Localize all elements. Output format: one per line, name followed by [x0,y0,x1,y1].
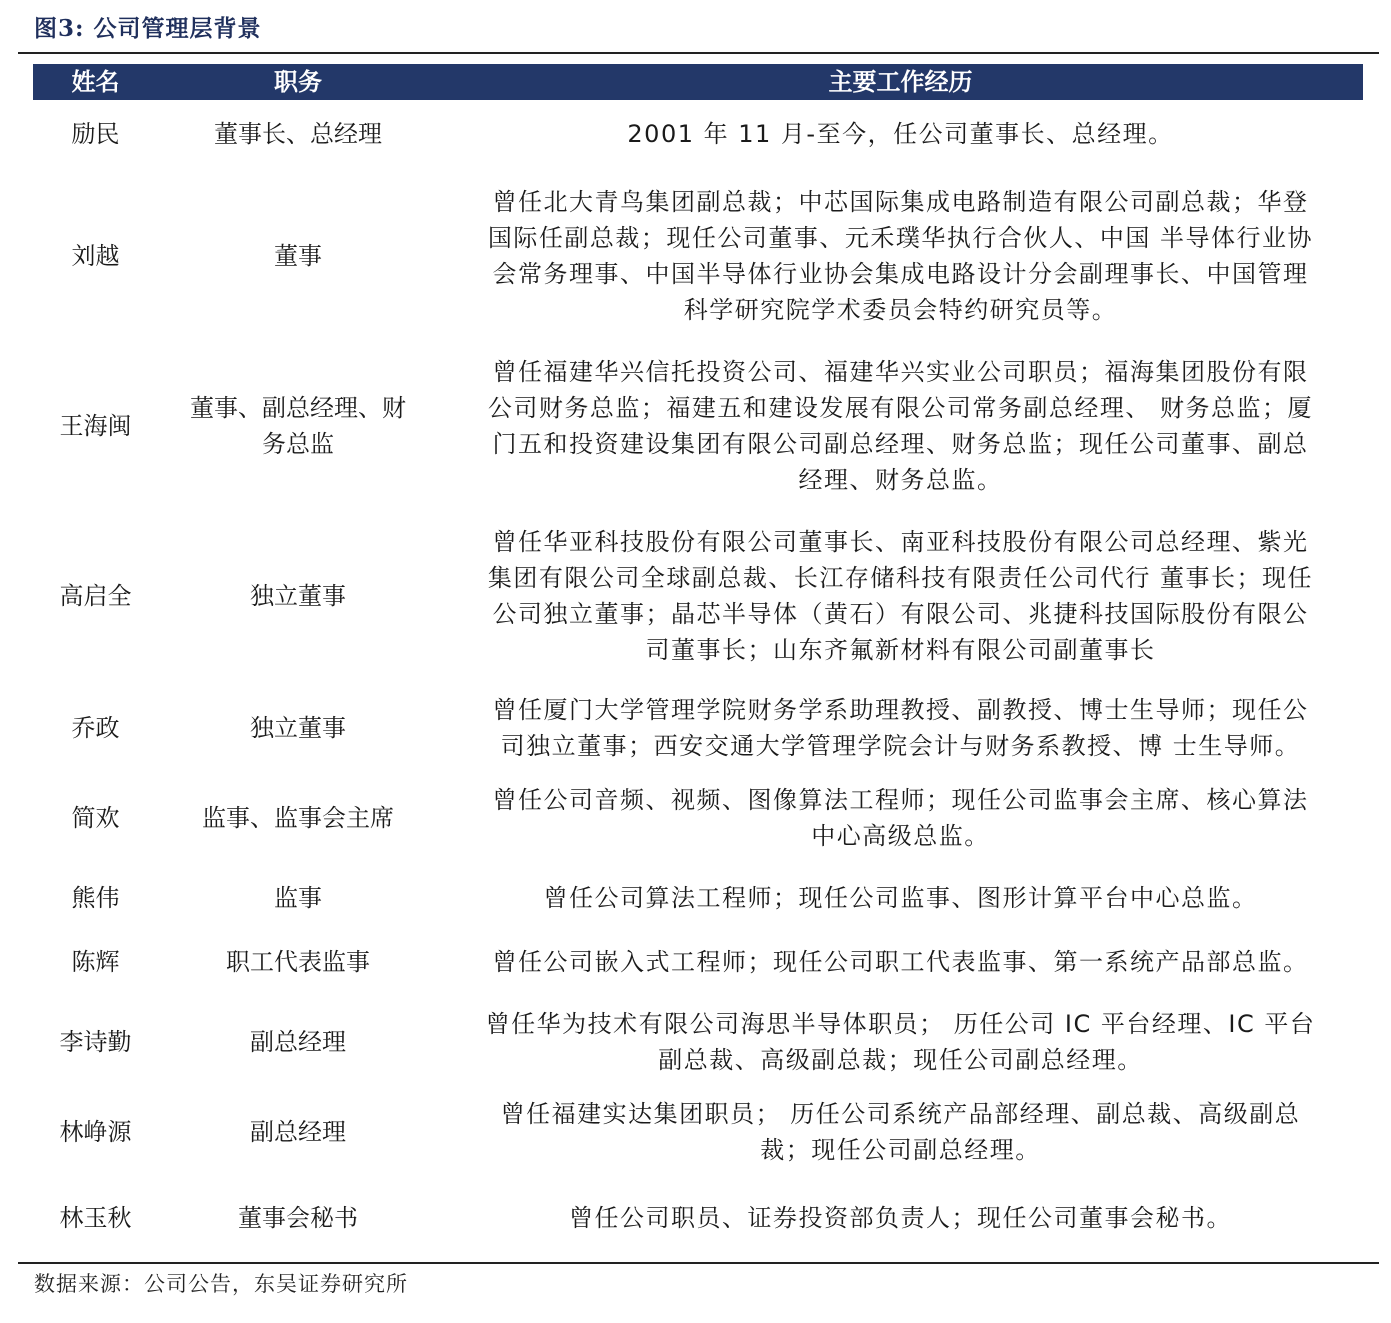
cell-experience [443,996,1358,1088]
cell-name: 林峥源 [59,1118,132,1146]
cell-role [158,930,438,994]
cell-name: 刘越 [71,242,120,270]
experience-line: 司独立董事；西安交通大学管理学院会计与财务系教授、博 士生导师。 [500,732,1301,760]
experience-line: 门五和投资建设集团有限公司副总经理、财务总监；现任公司董事、副总 [492,430,1309,458]
role-line: 董事长、总经理 [214,120,382,148]
cell-name: 乔政 [71,714,120,742]
table-header [33,64,1363,100]
cell-experience [443,102,1358,166]
cell-role [158,170,438,342]
experience-line: 公司独立董事；晶芯半导体（黄石）有限公司、兆捷科技国际股份有限公 [492,600,1309,628]
cell-name: 熊伟 [71,884,120,912]
experience-line: 曾任福建华兴信托投资公司、福建华兴实业公司职员；福海集团股份有限 [492,358,1309,386]
header-role: 职务 [274,67,322,96]
cell-experience [443,1088,1358,1176]
experience-line: 2001 年 11 月-至今，任公司董事长、总经理。 [627,120,1174,148]
experience-line: 曾任华为技术有限公司海思半导体职员； 历任公司 IC 平台经理、IC 平台 [485,1010,1316,1038]
role-line: 副总经理 [250,1118,346,1146]
cell-role [158,682,438,774]
cell-role [158,1182,438,1254]
experience-line: 会常务理事、中国半导体行业协会集成电路设计分会副理事长、中国管理 [492,260,1309,288]
role-line: 董事、副总经理、财 [190,394,406,422]
experience-line: 经理、财务总监。 [798,466,1003,494]
cell-name: 励民 [71,120,120,148]
cell-experience [443,342,1358,510]
table-row [33,102,1363,166]
table-row [33,1182,1363,1254]
cell-role [158,512,438,680]
experience-line: 曾任公司职员、证券投资部负责人；现任公司董事会秘书。 [569,1204,1232,1232]
experience-line: 曾任公司算法工程师；现任公司监事、图形计算平台中心总监。 [543,884,1258,912]
header-experience: 主要工作经历 [828,67,973,96]
experience-line: 曾任华亚科技股份有限公司董事长、南亚科技股份有限公司总经理、紫光 [492,528,1309,556]
source-note: 数据来源：公司公告，东吴证券研究所 [34,1272,408,1296]
role-line: 监事、监事会主席 [202,804,394,832]
role-line: 独立董事 [250,714,346,742]
cell-experience [443,1182,1358,1254]
role-line: 职工代表监事 [226,948,370,976]
role-line: 董事 [274,242,322,270]
experience-line: 曾任北大青鸟集团副总裁；中芯国际集成电路制造有限公司副总裁；华登 [492,188,1309,216]
experience-line: 副总裁、高级副总裁；现任公司副总经理。 [658,1046,1143,1074]
cell-name: 李诗勤 [59,1028,132,1056]
cell-role [158,864,438,932]
cell-experience [443,512,1358,680]
experience-line: 国际任副总裁；现任公司董事、元禾璞华执行合伙人、中国 半导体行业协 [487,224,1314,252]
cell-name: 高启全 [59,582,132,610]
experience-line: 中心高级总监。 [811,822,990,850]
role-line: 董事会秘书 [238,1204,358,1232]
cell-experience [443,682,1358,774]
table-row [33,930,1363,994]
cell-role [158,996,438,1088]
experience-line: 曾任厦门大学管理学院财务学系助理教授、副教授、博士生导师；现任公 [492,696,1309,724]
role-line: 监事 [274,884,322,912]
experience-line: 公司财务总监；福建五和建设发展有限公司常务副总经理、 财务总监；厦 [487,394,1314,422]
experience-line: 科学研究院学术委员会特约研究员等。 [683,296,1118,324]
cell-role [158,342,438,510]
experience-line: 曾任公司音频、视频、图像算法工程师；现任公司监事会主席、核心算法 [492,786,1309,814]
cell-name: 林玉秋 [59,1204,132,1232]
cell-role [158,102,438,166]
role-line: 副总经理 [250,1028,346,1056]
experience-line: 集团有限公司全球副总裁、长江存储科技有限责任公司代行 董事长；现任 [487,564,1314,592]
role-line: 独立董事 [250,582,346,610]
experience-line: 司董事长；山东齐氟新材料有限公司副董事长 [645,636,1156,664]
table-row [33,512,1363,680]
cell-experience [443,170,1358,342]
header-name: 姓名 [71,67,120,96]
experience-line: 曾任公司嵌入式工程师；现任公司职工代表监事、第一系统产品部总监。 [492,948,1309,976]
cell-name: 王海闽 [59,412,132,440]
experience-line: 裁；现任公司副总经理。 [760,1136,1041,1164]
table-row [33,776,1363,860]
top-rule [18,52,1379,54]
table-row [33,864,1363,932]
cell-role [158,1088,438,1176]
bottom-rule [18,1262,1379,1264]
cell-experience [443,930,1358,994]
table-row [33,1088,1363,1176]
table-row [33,996,1363,1088]
cell-role [158,776,438,860]
experience-line: 曾任福建实达集团职员； 历任公司系统产品部经理、副总裁、高级副总 [500,1100,1301,1128]
table-row [33,682,1363,774]
figure-title: 图3: 公司管理层背景 [34,15,262,42]
cell-name: 陈辉 [71,948,120,976]
cell-experience [443,776,1358,860]
table-row [33,170,1363,342]
cell-name: 简欢 [71,804,120,832]
role-line: 务总监 [262,430,334,458]
table-row [33,342,1363,510]
cell-experience [443,864,1358,932]
